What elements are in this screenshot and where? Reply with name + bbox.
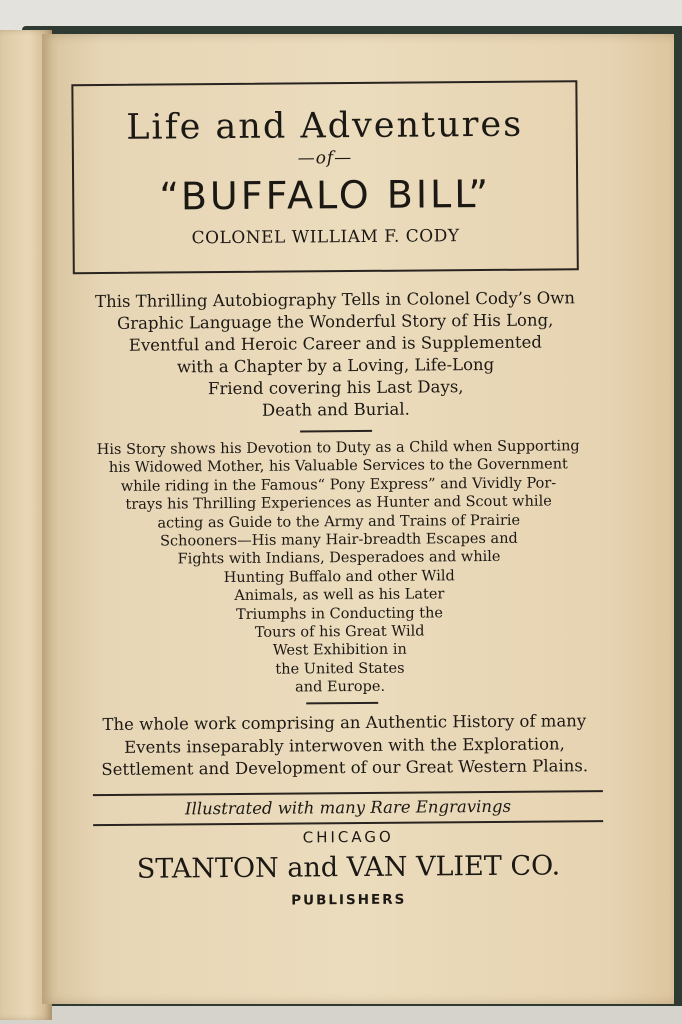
- title-line-1: Life and Adventures: [126, 104, 524, 148]
- title-line-2: “BUFFALO BILL”: [159, 171, 492, 219]
- text-line: This Thrilling Autobiography Tells in Colonel Cody’s Own: [95, 288, 576, 312]
- text-line: The whole work comprising an Authentic History of many: [102, 711, 587, 735]
- text-line: Settlement and Development of our Great Western Plains.: [101, 756, 589, 780]
- text-line: His Story shows his Devotion to Duty as a Child when Supporting: [96, 438, 580, 459]
- text-line: Eventful and Heroic Career and is Supplemented: [128, 332, 542, 355]
- text-line: trays his Thrilling Experiences as Hunter and Scout while: [125, 493, 552, 514]
- text-line: the United States: [275, 660, 405, 678]
- text-line: with a Chapter by a Loving, Life-Long: [176, 354, 495, 377]
- text-line: Events inseparably interwoven with the Exploration,: [124, 733, 565, 757]
- text-line: Fights with Indians, Desperadoes and while: [177, 549, 501, 568]
- description-paragraph-2: [76, 437, 602, 699]
- text-line: Hunting Buffalo and other Wild: [223, 568, 455, 586]
- text-line: acting as Guide to the Army and Trains of Prairie: [157, 512, 521, 532]
- divider-rule: [300, 430, 372, 433]
- imprint-city: CHICAGO: [302, 827, 394, 847]
- description-paragraph-3: [84, 710, 605, 782]
- text-line: West Exhibition in: [272, 642, 407, 660]
- text-line: Schooners—His many Hair-breadth Escapes and: [159, 530, 518, 550]
- text-line: his Widowed Mother, his Valuable Services to the Government: [108, 456, 568, 477]
- text-line: Triumphs in Conducting the: [235, 604, 444, 623]
- text-line: while riding in the Famous“ Pony Express” and Vividly Por-: [120, 475, 557, 495]
- text-line: Graphic Language the Wonderful Story of His Long,: [116, 310, 554, 333]
- author-name: COLONEL WILLIAM F. CODY: [191, 226, 460, 249]
- text-line: and Europe.: [295, 679, 386, 696]
- publisher-name: STANTON and VAN VLIET CO.: [136, 850, 561, 885]
- illustrated-note: Illustrated with many Rare Engravings: [184, 796, 512, 819]
- text-line: Death and Burial.: [261, 399, 410, 420]
- text-line: Tours of his Great Wild: [254, 623, 425, 641]
- title-page: [42, 34, 674, 1004]
- divider-rule: [306, 702, 378, 705]
- text-line: Friend covering his Last Days,: [207, 377, 464, 399]
- title-box: [71, 80, 578, 274]
- text-line: Animals, as well as his Later: [234, 586, 445, 605]
- title-of: —of—: [297, 148, 353, 169]
- publishers-label: PUBLISHERS: [291, 891, 407, 909]
- description-paragraph-1: [75, 287, 596, 423]
